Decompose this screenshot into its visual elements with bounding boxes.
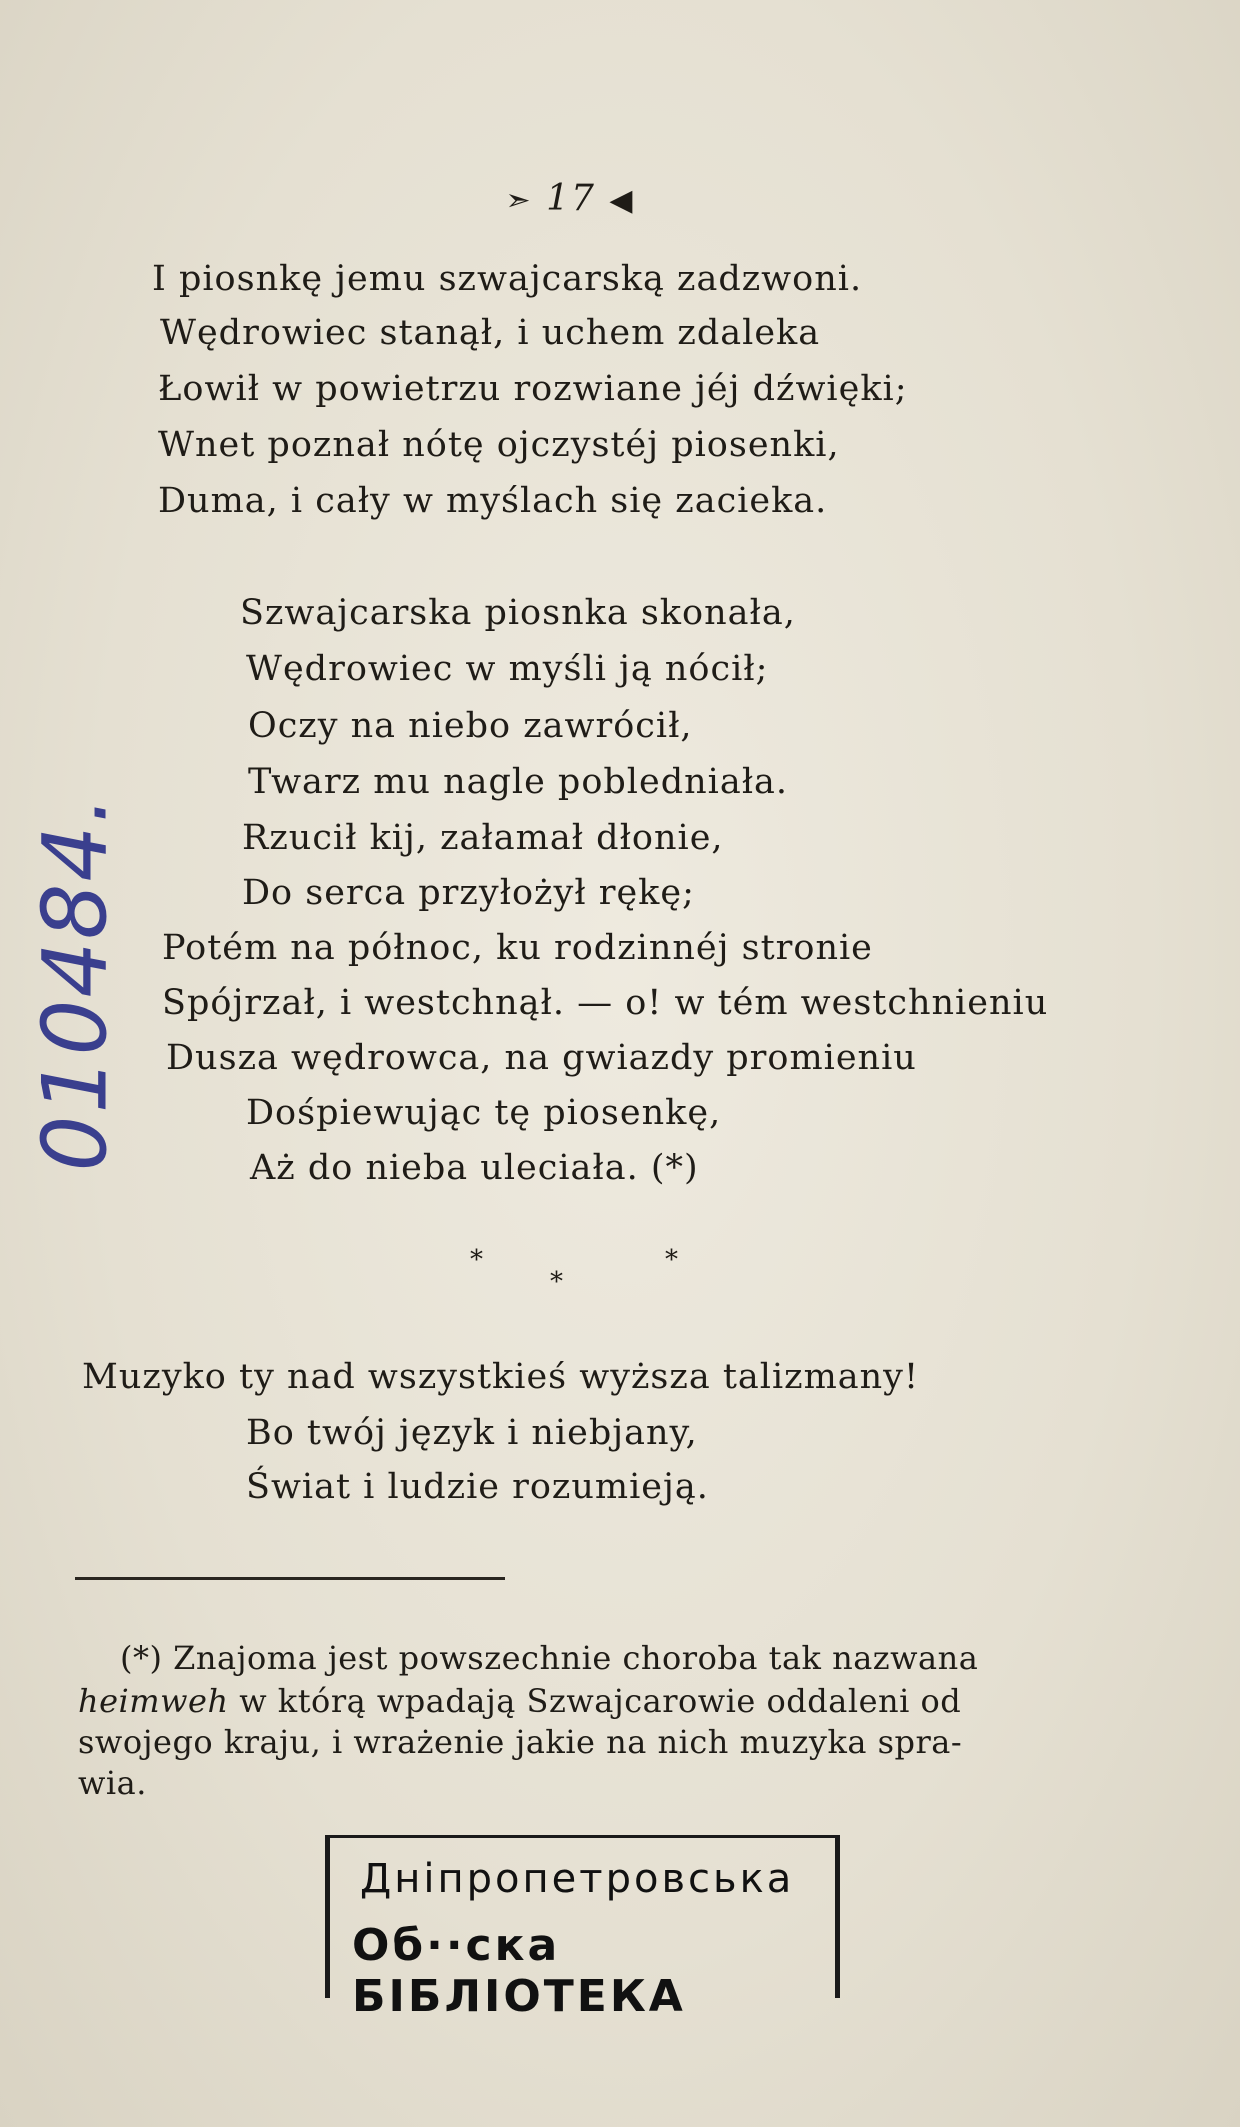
verse-line: Dusza wędrowca, na gwiazdy promieniu <box>166 1038 917 1078</box>
footnote-line: wia. <box>78 1764 147 1802</box>
footnote-line: heimweh w którą wpadają Szwajcarowie oddaleni od <box>78 1682 962 1720</box>
section-separator: * * * <box>470 1245 678 1297</box>
handwritten-inventory-number: 010484. <box>23 793 127 1172</box>
footnote-italic-term: heimweh <box>78 1682 229 1720</box>
page-number: 17 <box>546 178 596 219</box>
right-ornament: ◀ <box>609 183 635 218</box>
verse-line: Bo twój język i niebjany, <box>246 1413 698 1453</box>
verse-line: Twarz mu nagle pobledniała. <box>248 762 789 802</box>
verse-line: Wędrowiec w myśli ją nócił; <box>246 649 769 689</box>
stamp-line: Дніпропетровська <box>360 1856 795 1902</box>
stamp-line: Об··ска БІБЛІОТЕКА <box>352 1920 686 2022</box>
left-ornament: ➣ <box>505 183 533 218</box>
footnote-rule <box>75 1577 505 1580</box>
verse-line: I piosnkę jemu szwajcarską zadzwoni. <box>152 259 863 299</box>
verse-line: Świat i ludzie rozumieją. <box>246 1467 709 1507</box>
page-header <box>470 178 670 219</box>
verse-line: Rzucił kij, załamał dłonie, <box>242 818 724 858</box>
footnote-line: swojego kraju, i wrażenie jakie na nich muzyka spra- <box>78 1723 963 1761</box>
verse-line: Łowił w powietrzu rozwiane jéj dźwięki; <box>158 369 908 409</box>
verse-line: Duma, i cały w myślach się zacieka. <box>158 481 828 521</box>
verse-line: Muzyko ty nad wszystkieś wyższa talizmany! <box>82 1357 920 1397</box>
verse-line: Aż do nieba uleciała. (*) <box>250 1148 699 1188</box>
verse-line: Spójrzał, i westchnął. — o! w tém westchnieniu <box>162 983 1049 1023</box>
verse-line: Oczy na niebo zawrócił, <box>248 706 693 746</box>
verse-line: Dośpiewując tę piosenkę, <box>246 1093 722 1133</box>
footnote-line: (*) Znajoma jest powszechnie choroba tak nazwana <box>120 1639 979 1677</box>
verse-line: Do serca przyłożył rękę; <box>242 873 695 913</box>
library-stamp <box>325 1835 840 2022</box>
verse-line: Wędrowiec stanął, i uchem zdaleka <box>160 313 821 353</box>
verse-line: Wnet poznał nótę ojczystéj piosenki, <box>158 425 840 465</box>
verse-line: Szwajcarska piosnka skonała, <box>240 593 796 633</box>
verse-line: Potém na północ, ku rodzinnéj stronie <box>162 928 873 968</box>
